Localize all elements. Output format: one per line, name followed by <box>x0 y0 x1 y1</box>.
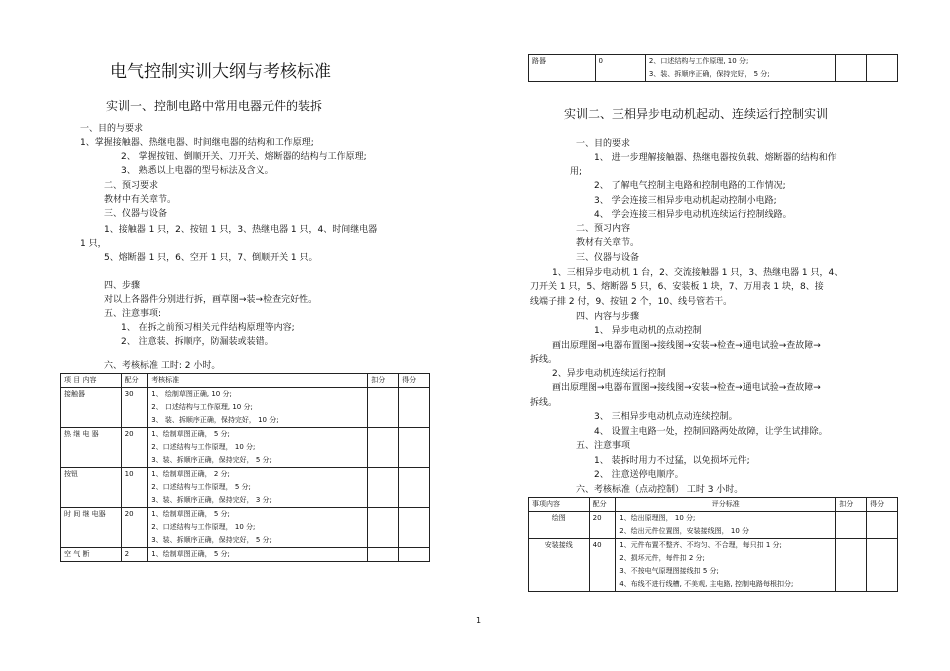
left-line: 三、仪器与设备 <box>104 209 168 219</box>
right-line: 刀开关 1 只，5、熔断器 5 只，6、安装板 1 块，7、万用表 1 块，8、接 <box>530 282 824 292</box>
table-row <box>61 388 430 428</box>
right-line: 用; <box>570 167 583 177</box>
earned-cell <box>867 539 898 592</box>
criteria-line: 4、布线不进行线槽, 不美观, 主电路, 控制电路每根扣分; <box>619 580 794 588</box>
criteria-cell <box>616 512 836 539</box>
criteria-line: 2、 口述结构与工作原理, 10 分; <box>151 403 253 411</box>
criteria-cell <box>645 55 835 82</box>
deduct-cell <box>836 539 867 592</box>
criteria-line: 2、口述结构与工作原理， 10 分; <box>151 523 256 531</box>
right-line: 2、 了解电气控制主电路和控制电路的工作情况; <box>594 181 786 191</box>
criteria-line: 3、 装、拆顺序正确，保持完好， 10 分; <box>151 416 279 424</box>
right-line: 画出原理图→电器布置图→接线图→安装→检查→通电试验→查故障→ <box>552 383 821 393</box>
criteria-cell <box>148 548 368 562</box>
item-cell: 安装接线 <box>529 539 590 592</box>
header-cell: 项 目 内容 <box>61 374 122 388</box>
deduct-cell <box>836 512 867 539</box>
right-line: 三、仪器与设备 <box>576 253 640 263</box>
score-cell: 10 <box>121 468 148 508</box>
earned-cell <box>867 512 898 539</box>
header-cell: 扣分 <box>368 374 399 388</box>
left-line: 2、 掌握按钮、倒顺开关、刀开关、熔断器的结构与工作原理; <box>121 152 367 162</box>
header-cell: 评分标准 <box>616 498 836 512</box>
left-line: 教材中有关章节。 <box>104 195 177 205</box>
score-cell: 20 <box>121 508 148 548</box>
header-cell: 事项内容 <box>529 498 590 512</box>
criteria-line: 3、装、拆顺序正确，保持完好， 5 分; <box>151 456 272 464</box>
earned-cell <box>866 55 897 82</box>
right-line: 二、预习内容 <box>576 224 631 234</box>
left-line: 二、预习要求 <box>104 181 159 191</box>
score-cell: 20 <box>589 512 616 539</box>
table-row <box>61 468 430 508</box>
item-cell: 时 间 继 电器 <box>61 508 122 548</box>
criteria-line: 2、口述结构与工作原理， 5 分; <box>151 483 251 491</box>
right-line: 1、 装拆时用力不过猛，以免损坏元件; <box>594 456 750 466</box>
table-header-row <box>61 374 430 388</box>
right-line: 4、 设置主电路一处，控制回路两处故障，让学生试排除。 <box>594 427 828 437</box>
criteria-cell <box>148 388 368 428</box>
section-title-1: 实训一、控制电路中常用电器元件的装拆 <box>106 99 323 113</box>
left-line: 六、考核标准 工时: 2 小时。 <box>104 361 221 371</box>
earned-cell <box>399 388 430 428</box>
left-line: 1、掌握接触器、热继电器、时间继电器的结构和工作原理; <box>80 138 314 148</box>
right-line: 2、 注意送停电顺序。 <box>594 470 684 480</box>
left-line: 5、熔断器 1 只，6、空开 1 只，7、倒顺开关 1 只。 <box>104 253 318 263</box>
right-line: 六、考核标准（点动控制） 工时 3 小时。 <box>576 485 744 495</box>
right-line: 拆线。 <box>530 355 558 365</box>
criteria-line: 1、绘制草图正确， 5 分; <box>151 430 230 438</box>
criteria-cell <box>148 428 368 468</box>
table-row <box>529 512 898 539</box>
document-title: 电气控制实训大纲与考核标准 <box>110 62 331 82</box>
deduct-cell <box>368 468 399 508</box>
deduct-cell <box>368 508 399 548</box>
criteria-cell <box>616 539 836 592</box>
earned-cell <box>399 468 430 508</box>
header-cell: 配分 <box>121 374 148 388</box>
earned-cell <box>399 508 430 548</box>
table-row <box>61 508 430 548</box>
right-line: 3、 三相异步电动机点动连续控制。 <box>594 412 738 422</box>
criteria-line: 1、元件布置不整齐、不均匀、不合理，每只扣 1 分; <box>619 541 782 549</box>
page-number: 1 <box>476 616 482 625</box>
right-line: 画出原理图→电器布置图→接线图→安装→检查→通电试验→查故障→ <box>552 341 821 351</box>
criteria-line: 2、损坏元件，每件扣 2 分; <box>619 554 705 562</box>
criteria-line: 1、绘出原理图， 10 分; <box>619 514 696 522</box>
header-cell: 考核标准 <box>148 374 368 388</box>
header-cell: 扣分 <box>836 498 867 512</box>
score-cell: 20 <box>121 428 148 468</box>
table-row <box>529 55 898 82</box>
continued-table <box>528 54 898 82</box>
item-cell: 热 继 电 器 <box>61 428 122 468</box>
header-cell: 得分 <box>867 498 898 512</box>
criteria-line: 1、绘制草图正确， 5 分; <box>151 510 230 518</box>
deduct-cell <box>835 55 866 82</box>
assessment-table-1 <box>60 373 430 562</box>
score-cell: 40 <box>589 539 616 592</box>
left-line: 五、注意事项: <box>104 309 162 319</box>
criteria-line: 1、绘制草图正确， 5 分; <box>151 550 230 558</box>
right-line: 2、异步电动机连续运行控制 <box>552 369 666 379</box>
criteria-line: 3、装、拆顺序正确，保持完好， 5 分; <box>151 536 272 544</box>
earned-cell <box>399 548 430 562</box>
table-row <box>61 428 430 468</box>
criteria-line: 2、口述结构与工作原理, 10 分; <box>648 57 749 65</box>
right-line: 1、三相异步电动机 1 台，2、交流接触器 1 只，3、热继电器 1 只，4、 <box>552 268 844 278</box>
header-cell: 得分 <box>399 374 430 388</box>
left-line: 2、 注意装、拆顺序，防漏装或装错。 <box>121 337 274 347</box>
score-cell: 0 <box>595 55 645 82</box>
left-line: 1、接触器 1 只，2、按钮 1 只，3、热继电器 1 只，4、时间继电器 <box>104 225 378 235</box>
right-line: 线端子排 2 付，9、按钮 2 个，10、线号管若干。 <box>530 297 733 307</box>
header-cell: 配分 <box>589 498 616 512</box>
criteria-line: 2、口述结构与工作原理， 10 分; <box>151 443 256 451</box>
criteria-line: 3、装、拆顺序正确，保持完好， 5 分; <box>648 70 770 78</box>
earned-cell <box>399 428 430 468</box>
table-header-row <box>529 498 898 512</box>
item-cell: 按钮 <box>61 468 122 508</box>
criteria-line: 1、 绘制草图正确, 10 分; <box>151 390 232 398</box>
deduct-cell <box>368 428 399 468</box>
item-cell: 空 气 断 <box>61 548 122 562</box>
score-cell: 2 <box>121 548 148 562</box>
right-line: 四、内容与步骤 <box>576 312 640 322</box>
right-line: 拆线。 <box>530 398 558 408</box>
criteria-cell <box>148 508 368 548</box>
right-line: 教材有关章节。 <box>576 238 640 248</box>
criteria-cell <box>148 468 368 508</box>
item-cell: 绘图 <box>529 512 590 539</box>
assessment-table-2 <box>528 497 898 592</box>
right-line: 一、目的要求 <box>576 139 631 149</box>
criteria-line: 2、绘出元件位置图，安装接线图， 10 分 <box>619 527 749 535</box>
score-cell: 30 <box>121 388 148 428</box>
left-line: 1 只， <box>80 239 107 249</box>
right-line: 1、 进一步理解接触器、热继电器按负载、熔断器的结构和作 <box>594 153 837 163</box>
right-line: 4、 学会连接三相异步电动机连续运行控制线路。 <box>594 210 792 220</box>
criteria-line: 1、绘制草图正确， 2 分; <box>151 470 230 478</box>
left-line: 3、 熟悉以上电器的型号标法及含义。 <box>121 166 274 176</box>
right-line: 1、 异步电动机的点动控制 <box>594 326 702 336</box>
item-cell: 接触器 <box>61 388 122 428</box>
right-line: 五、注意事项 <box>576 441 631 451</box>
deduct-cell <box>368 548 399 562</box>
criteria-line: 3、装、拆顺序正确，保持完好， 3 分; <box>151 496 272 504</box>
right-line: 3、 学会连接三相异步电动机起动控制小电路; <box>594 196 777 206</box>
table-row <box>529 539 898 592</box>
table-row <box>61 548 430 562</box>
left-line: 四、步骤 <box>104 281 141 291</box>
left-line: 1、 在拆之前预习相关元件结构原理等内容; <box>121 323 295 333</box>
criteria-line: 3、不按电气原理图接线扣 5 分; <box>619 567 719 575</box>
item-cell: 路器 <box>529 55 596 82</box>
deduct-cell <box>368 388 399 428</box>
left-line: 一、目的与要求 <box>80 124 144 134</box>
left-line: 对以上各器件分别进行拆，画草图→装→检查完好性。 <box>104 295 318 305</box>
section-title-2: 实训二、三相异步电动机起动、连续运行控制实训 <box>564 107 829 121</box>
